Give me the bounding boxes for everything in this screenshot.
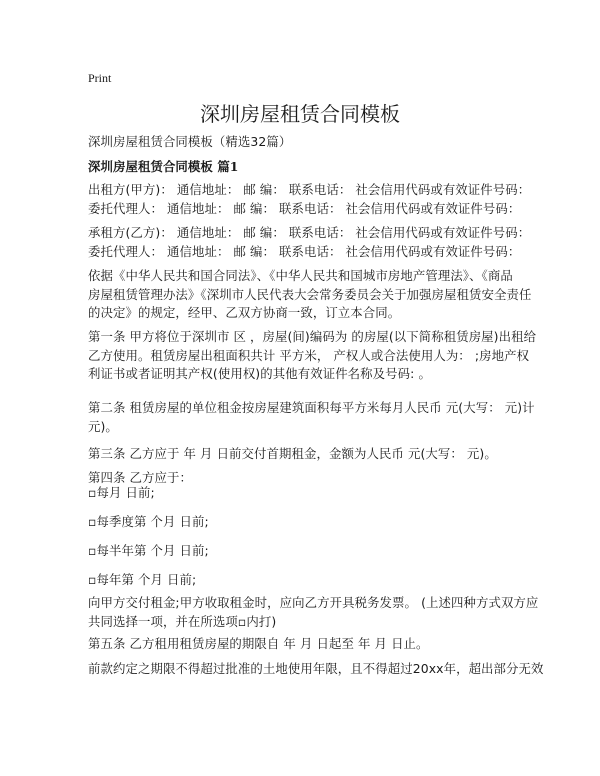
paragraph-line: ▫每半年第 个月 日前; [88,543,209,558]
paragraph-line: 向甲方交付租金;甲方收取租金时，应向乙方开具税务发票。 (上述四种方式双方应 [88,595,539,610]
paragraph-line: 前款约定之期限不得超过批准的土地使用年限，且不得超过20xx年，超出部分无效 [88,661,544,676]
paragraph-line: 乙方使用。租赁房屋出租面积共计 平方米， 产权人或合法使用人为： ;房地产权 [88,347,530,363]
paragraph-line: ▫每季度第 个月 日前; [88,514,209,529]
paragraph [88,445,497,464]
paragraph-line: ▫每月 日前; [88,485,155,500]
paragraph-line: 元)。 [88,418,118,434]
paragraph-line: 委托代理人： 通信地址： 邮 编： 联系电话： 社会信用代码或有效证件号码： [88,243,521,259]
paragraph [88,513,209,532]
paragraph-line: 房屋租赁管理办法》《深圳市人民代表大会常务委员会关于加强房屋租赁安全责任 [88,286,532,302]
paragraph-line: 依据《中华人民共和国合同法》、《中华人民共和国城市房地产管理法》、《商品 [88,268,513,283]
paragraph-line: 委托代理人： 通信地址： 邮 编： 联系电话： 社会信用代码或有效证件号码： [88,200,521,216]
paragraph [88,399,535,436]
paragraph-line: 第二条 租赁房屋的单位租金按房屋建筑面积每平方米每月人民币 元(大写： 元)计 [88,400,535,415]
print-link[interactable]: Print [88,71,112,85]
paragraph [88,571,196,590]
paragraph-line: 第五条 乙方租用租赁房屋的期限自 年 月 日起至 年 月 日止。 [88,636,429,651]
paragraph-line: 共同选择一项，并在所选项▫内打) [88,613,277,629]
paragraph [88,484,155,503]
paragraph [88,224,530,261]
paragraph [88,328,536,384]
paragraph [88,267,531,323]
paragraph-line: 第四条 乙方应于： [88,470,192,485]
paragraph-line: 承租方(乙方)： 通信地址： 邮 编： 联系电话： 社会信用代码或有效证件号码： [88,225,531,240]
paragraph [88,635,429,654]
section-heading: 深圳房屋租赁合同模板 篇1 [88,159,239,174]
paragraph [88,594,538,631]
paragraph-line: 利证书或者证明其产权(使用权)的其他有效证件名称及号码: 。 [88,366,431,381]
document-subtitle: 深圳房屋租赁合同模板（精选32篇） [88,134,292,149]
paragraph [88,660,544,679]
paragraph-line: 出租方(甲方)： 通信地址： 邮 编： 联系电话： 社会信用代码或有效证件号码： [88,182,531,197]
paragraph [88,181,530,218]
paragraph-line: 第一条 甲方将位于深圳市 区 ，房屋(间)编码为 的房屋(以下简称租赁房屋)出租给 [88,329,537,344]
paragraph-line: ▫每年第 个月 日前; [88,572,197,587]
document-title: 深圳房屋租赁合同模板 [200,102,400,126]
paragraph-line: 的决定》的规定，经甲、乙双方协商一致，订立本合同。 [88,305,401,320]
paragraph [88,542,209,561]
paragraph-line: 第三条 乙方应于 年 月 日前交付首期租金，金额为人民币 元(大写： 元)。 [88,446,497,461]
